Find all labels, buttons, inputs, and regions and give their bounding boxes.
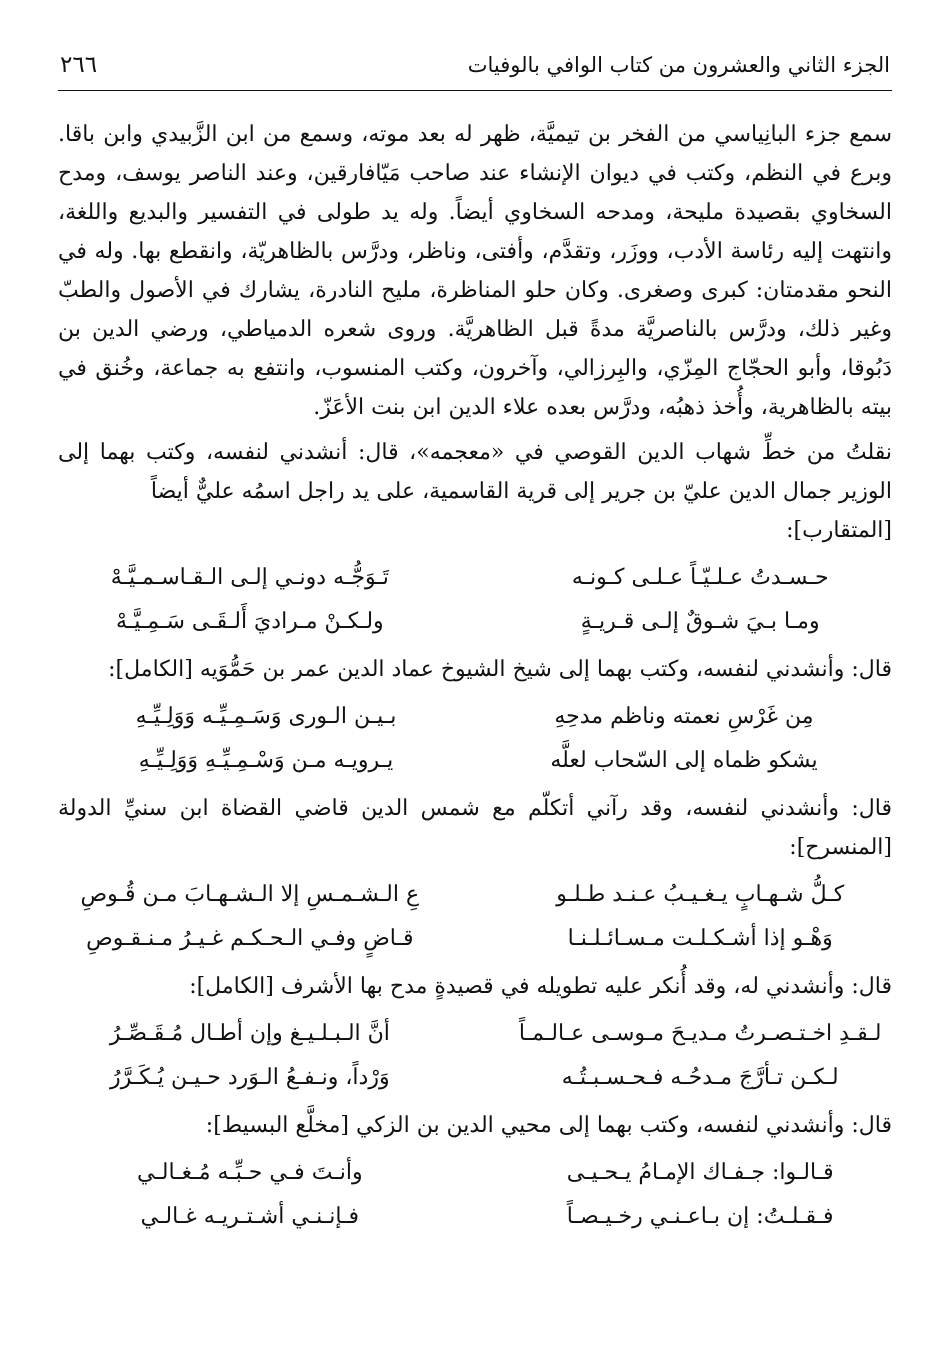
verse-first-hemistich: قـالـوا: جـفـاك الإمـامُ يـحـيـى xyxy=(566,1160,834,1185)
verse-second-hemistich: عِ الـشـمـسِ إلا الـشـهـابَ مـن قُـوصِ xyxy=(80,882,420,907)
verse-second-hemistich: أنَّ الـبـلـيـغ وإن أطـال مُـقَـصِّـرُ xyxy=(109,1021,390,1046)
book-page xyxy=(58,52,892,1245)
meter-label: [المتقارب]: xyxy=(786,518,892,543)
verse-line xyxy=(58,1012,892,1056)
verse-second-hemistich: فـإنـنـي أشـتـريـه غـالـي xyxy=(140,1204,359,1229)
verse-second-hemistich: وَرْداً، ونـفـعُ الـوَرد حـيـن يُـكَـرَّرُ xyxy=(110,1065,390,1090)
poem-2 xyxy=(58,695,892,783)
verse-first-hemistich: فـقـلـتُ: إن بـاعـنـي رخـيـصـاً xyxy=(566,1204,834,1229)
verse-first-hemistich: يشكو ظماه إلى السّحاب لعلَّه xyxy=(550,748,818,773)
verse-first-hemistich: حـسـدتُ عـلـيّـاً عـلـى كـونـه xyxy=(571,565,829,590)
verse-line xyxy=(58,695,892,739)
page-number: ٢٦٦ xyxy=(60,52,98,78)
meter-label: [المنسرح]: xyxy=(789,835,892,860)
verse-second-hemistich: تَـوَجُّـه دونـي إلـى الـقـاسـمـيَّـهْ xyxy=(110,565,389,590)
poem-intro-text: قال: وأنشدني لنفسه، وكتب بهما إلى شيخ الشيوخ عماد الدين عمر بن حَمُّوَيه xyxy=(199,657,892,682)
poem-intro xyxy=(58,1106,892,1145)
verse-line xyxy=(58,917,892,961)
verse-line xyxy=(58,600,892,644)
verse-second-hemistich: يـرويـه مـن وَسْـمِـيِّـهِ وَوَلِـيِّـهِ xyxy=(138,748,394,773)
poem-3 xyxy=(58,873,892,961)
verse-line xyxy=(58,1151,892,1195)
paragraph-biography: سمع جزء البانِياسي من الفخر بن تيميَّة، ظهر له بعد موته، وسمع من ابن الزَّبيدي وابن باقا. وبرع في النظم، وكتب في ديوان الإنشاء عند صاحب مَيّافارقين، وعند الناصر يوسف، ومدح السخاوي بقصيدة مليحة، ومدحه السخاوي أيضاً. وله يد طولى في التفسير والبديع واللغة، وانتهت إليه رئاسة الأدب، ووزَر، وتقدَّم، وأفتى، وناظر، ودرَّس بالظاهريّة، وانقطع بها. وله في النحو مقدمتان: كبرى وصغرى. وكان حلو المناظرة، مليح النادرة، يشارك في الأصول والطبّ وغير ذلك، ودرَّس بالناصريَّة مدةً قبل الظاهريَّة. وروى شعره الدمياطي، ورضي الدين بن دَبُوقا، وأبو الحجّاج المِزّي، والبِرزالي، وآخرون، وكتب المنسوب، وانتفع به جماعة، وخُنق في بيته بالظاهرية، وأُخذ ذهبُه، ودرَّس بعده علاء الدين ابن بنت الأعَزّ. xyxy=(58,122,892,420)
poem-intro-text: قال: وأنشدني له، وقد أُنكر عليه تطويله في قصيدةٍ مدح بها الأشرف [الكامل]: xyxy=(189,974,892,999)
verse-second-hemistich: وأنـتَ فـي حـبِّـه مُـغـالـي xyxy=(137,1160,363,1185)
poem-4 xyxy=(58,1012,892,1100)
running-title: الجزء الثاني والعشرون من كتاب الوافي بالوفيات xyxy=(467,53,890,77)
verse-first-hemistich: لـكـن تـأرَّجَ مـدحُـه فـحـسـبـتُـه xyxy=(561,1065,839,1090)
poem-intro-text: قال: وأنشدني لنفسه، وقد رآني أتكلّم مع شمس الدين قاضي القضاة ابن سنيِّ الدولة xyxy=(58,796,892,821)
verse-first-hemistich: مِن غَرْسِ نعمته وناظم مدحِهِ xyxy=(554,704,814,729)
verse-first-hemistich: وَهْـو إذا أشـكـلـت مـسـائـلـنـا xyxy=(567,926,833,951)
verse-line xyxy=(58,873,892,917)
verse-first-hemistich: ومـا بـيَ شـوقٌ إلـى قـريـةٍ xyxy=(580,609,820,634)
body-text xyxy=(58,115,892,550)
paragraph-source-note: نقلتُ من خطِّ شهاب الدين القوصي في «معجمه»، قال: أنشدني لنفسه، وكتب بهما إلى الوزير جمال الدين عليّ بن جرير إلى قرية القاسمية، على يد راجل اسمُه عليٌّ أيضاً xyxy=(58,440,892,504)
verse-line xyxy=(58,1195,892,1239)
meter-label: [الكامل]: xyxy=(108,657,193,682)
poem-5 xyxy=(58,1151,892,1239)
verse-first-hemistich: كـلُّ شـهـابٍ يـغـيـبُ عـنـد طـلـو xyxy=(556,882,845,907)
poem-intro xyxy=(58,967,892,1006)
poem-intro xyxy=(58,789,892,867)
verse-second-hemistich: ولـكـنْ مـراديَ أَلـقَـى سَـمِـيَّـهْ xyxy=(115,609,384,634)
poem-intro-text: قال: وأنشدني لنفسه، وكتب بهما إلى محيي الدين بن الزكي [مخلَّع البسيط]: xyxy=(205,1113,892,1138)
verse-line xyxy=(58,556,892,600)
verse-first-hemistich: لـقـدِ اخـتـصـرتُ مـديـحَ مـوسـى عـالـمـاً xyxy=(518,1021,882,1046)
poem-1 xyxy=(58,556,892,644)
verse-line xyxy=(58,739,892,783)
verse-second-hemistich: قـاضٍ وفـي الـحـكـم غـيـرُ مـنـقـوصِ xyxy=(86,926,414,951)
verse-second-hemistich: بـيـن الـورى وَسَـمِـيِّـه وَوَلِـيِّـهِ xyxy=(135,704,397,729)
verse-line xyxy=(58,1056,892,1100)
running-head xyxy=(58,52,892,91)
poem-intro xyxy=(58,650,892,689)
